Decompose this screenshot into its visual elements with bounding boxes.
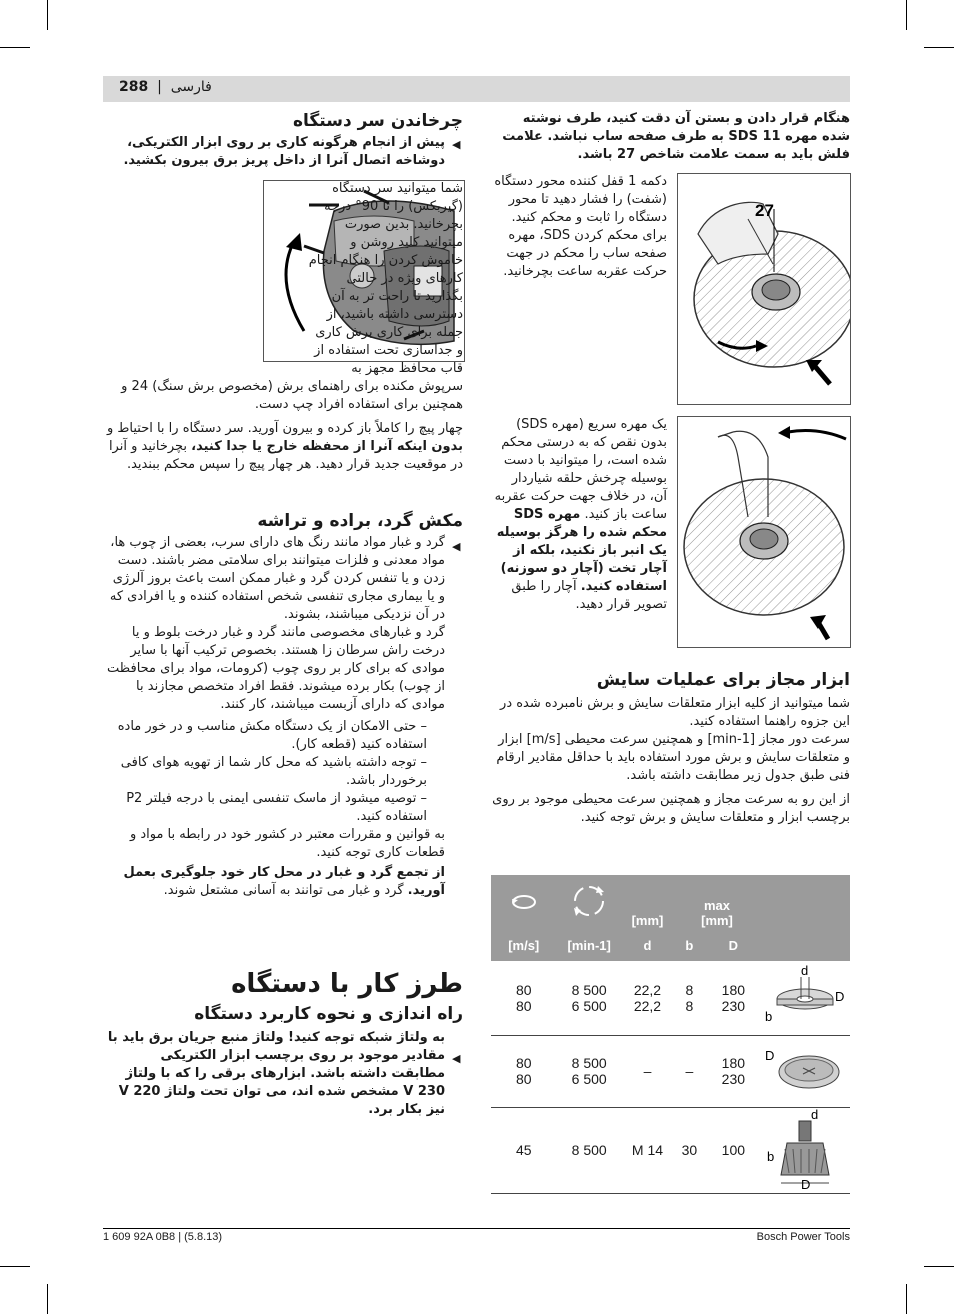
warning-bullet-icon: ◀ — [452, 1052, 461, 1065]
tools-section: ابزار مجاز برای عملیات سایش شما میتوانید از کلیه ابزار متعلقات سایش و برش نامبرده شده در این جزوه راهنما استفاده کنید. سرعت دور مجاز [min-1] و همچنین سرعت محیطی [m/s] ابزار و متعلقات سایش و برش مورد استفاده باید با حداقل مقادیر ارقام فنی طبق جدول زیر مطابقت داشته باشد. از این رو به سرعت مجاز و همچنین سرعت محیطی موجود بر روی برچسب ابزار و متعلقات سایش و برش توجه کنید. — [492, 670, 850, 825]
dash-item: – توجه داشته باشید که محل کار شما از تهویه هوای کافی برخوردار باشد. — [120, 755, 427, 788]
heading-operation: راه اندازی و نحوه کاربرد دستگاه — [194, 1004, 463, 1024]
cell-ms: 80 80 — [491, 961, 556, 1035]
page-number: 288 — [119, 79, 149, 95]
figure-27-label: 27 — [755, 201, 774, 220]
cell-ms: 80 80 — [491, 1035, 556, 1107]
rotation-icon-cell — [491, 875, 556, 929]
cell-diagram-disc — [761, 961, 850, 1035]
cell-diagram-brush — [761, 1107, 850, 1193]
col-blank — [761, 929, 850, 961]
crop-mark — [47, 0, 48, 30]
page-header — [103, 76, 850, 102]
header-language: فارسی — [170, 79, 212, 95]
crop-mark — [906, 1284, 907, 1314]
col-b: b — [673, 929, 706, 961]
rotate-para-2: چهار پیچ را کاملاً باز کرده و بیرون آورید. سر دستگاه را با احتیاط و بدون اینکه آنرا از محفظه خارج یا جدا کنید، بچرخانید و آنرا در موقعیت جدید قرار دهید. هر چهار پیچ را سپس محکم ببندید. — [106, 421, 463, 472]
cell-diagram-sanding — [761, 1035, 850, 1107]
figure-wrap-spacer — [103, 180, 308, 362]
col-ms: [m/s] — [491, 929, 556, 961]
dim-D: D — [801, 1176, 811, 1189]
cell-min: 8 500 6 500 — [556, 1035, 621, 1107]
warning-bullet-icon: ◀ — [452, 540, 461, 553]
grinder-nut-loosen-illustration — [678, 417, 850, 647]
table-row — [491, 1035, 850, 1107]
crop-mark — [924, 47, 954, 48]
cell-D: 180 230 — [706, 1035, 761, 1107]
work-section: طرز کار با دستگاه راه اندازی و نحوه کاربرد دستگاه به ولتاژ شبکه توجه کنید! ولتاژ منبع جریان برق باید با مقادیر موجود بر روی برچسب ابزار الکتریکی مطابقت داشته باشد. ابزارهای برقی را که با ولتاژ 230 V مشخص شده اند، می توان تحت ولتاژ 220 V نیز بکار برد. — [103, 975, 463, 1119]
cell-D: 100 — [706, 1107, 761, 1193]
dim-d: d — [811, 1108, 819, 1122]
grinding-disc-diagram — [765, 965, 845, 1027]
header-blank — [761, 875, 850, 929]
col-min: [min-1] — [556, 929, 621, 961]
figure-27 — [677, 173, 851, 405]
cell-d: – — [622, 1035, 673, 1107]
cell-min: 8 500 6 500 — [556, 961, 621, 1035]
rotation-speed-icon — [568, 880, 610, 922]
crop-mark — [0, 47, 30, 48]
dim-D: D — [765, 1047, 775, 1063]
cell-d: M 14 — [622, 1107, 673, 1193]
dust-section: مکش گرد، براده و تراشه گرد و غبار مواد مانند رنگ های دارای سرب، بعضی از چوب ها، مواد معدنی و فلزات میتوانند برای سلامتی مضر باشند. دست زدن و یا تنفس کردن گرد و غبار ممکن است باعث بروز آلرژی و یا بیماری مجاری تنفسی شخص استفاده کننده و یا افرادی که در آن نزدیکی میباشند، بشوند. گرد و غبارهای مخصوصی مانند گرد و غبار درخت بلوط و یا درخت راش سرطان زا هستند. بخصوص ترکیب آنها با سایر موادی که برای کار بر روی چوب (کرومات، مواد برای محافظت از چوب) بکار برده میشوند. فقط افراد متخصص مجازند با موادی که دارای آزبست میباشند، کار کنند. – حتی الامکان از یک دستگاه مکش مناسب و در خور ماده استفاده کنید (قطعه کار). – توجه داشته باشید که محل کار شما از تهویه هوای کافی برخوردار باشد. – توصیه میشود از ماسک تنفسی ایمنی با درجه فیلتر P2 استفاده کنید. به قوانین و مقررات معتبر در کشور خود در رابطه با مواد و قطعات کاری توجه کنید. از تجمع گرد و غبار در محل کار خود جلوگیری بعمل آورید. گرد و غبار می توانند به آسانی مشتعل شوند. — [103, 512, 463, 900]
dim-b: b — [767, 1148, 775, 1164]
table-row — [491, 1107, 850, 1193]
dim-b: b — [765, 1009, 773, 1025]
footer-rule — [103, 1228, 850, 1229]
heading-dust: مکش گرد، براده و تراشه — [257, 511, 463, 531]
crop-mark — [47, 1284, 48, 1314]
table-header-labels — [491, 929, 850, 961]
table-header-icons — [491, 875, 850, 929]
sanding-disc-diagram — [765, 1040, 845, 1100]
cell-min: 8 500 — [556, 1107, 621, 1193]
tools-heading: ابزار مجاز برای عملیات سایش — [596, 670, 850, 690]
peripheral-speed-icon — [509, 890, 539, 912]
para-nut-mount: هنگام قرار دادن و بستن آن دقت کنید، طرف نوشته شده مهره 11 SDS به طرف صفحه ساب نباشد. علامت فلش باید به سمت علامت شاخص 27 باشد. — [502, 111, 850, 162]
page-number-group — [119, 79, 212, 95]
footer-brand: Bosch Power Tools — [756, 1231, 850, 1243]
crop-mark — [906, 0, 907, 30]
crop-mark — [0, 1266, 30, 1267]
dash-item: – حتی الامکان از یک دستگاه مکش مناسب و در خور ماده استفاده کنید (قطعه کار). — [117, 719, 427, 752]
cell-d: 22,2 22,2 — [622, 961, 673, 1035]
heading-working: طرز کار با دستگاه — [231, 969, 463, 999]
header-mm: [mm] — [622, 875, 673, 929]
crop-mark — [924, 1266, 954, 1267]
table-row — [491, 961, 850, 1035]
cell-b: 30 — [673, 1107, 706, 1193]
figure-loosen-nut — [677, 416, 851, 648]
heading-rotate-head: چرخاندن سر دستگاه — [293, 111, 463, 131]
warning-bullet-icon: ◀ — [452, 138, 461, 151]
cell-b: – — [673, 1035, 706, 1107]
dim-d: d — [801, 965, 809, 979]
header-separator: | — [157, 79, 162, 95]
para-loosen-nut: یک مهره سریع (مهره SDS) بدون نقص که به درستی محکم شده است، را میتوانید با دست بوسیله چرخش حلقه شیاردار آن، در خلاف جهت حرکت عقربه ساعت باز کنید. مهره SDS محکم شده را هرگز بوسیله یک انبر باز نکنید، بلکه از آچار تخت (آچار دو سوزنه) استفاده کنید. آچار را طبق تصویر قرار دهید. — [494, 417, 667, 612]
grinder-nut-tighten-illustration — [678, 174, 850, 404]
dim-D: D — [835, 989, 845, 1005]
cell-D: 180 230 — [706, 961, 761, 1035]
rotate-para: شما میتوانید سر دستگاه (گیربکس) را تا 90° درجه بچرخانید. بدین صورت میتوانید کلید روشن و خاموش کردن را هنگام انجام کارهای ویژه در حالتی بگذارید تا راحت تر به آن دسترسی داشته باشید، از جمله برای کاری برش کاری و جداسازی تحت استفاده از قاب محافظ مجهز به سرپوش مکنده برای راهنمای برش (مخصوص برش سنگ) 24 و همچنین برای استفاده افراد چپ دست. — [103, 180, 463, 414]
col-D: D — [706, 929, 761, 961]
cell-ms: 45 — [491, 1107, 556, 1193]
cell-b: 8 8 — [673, 961, 706, 1035]
header-mm-max: [mm] — [701, 913, 733, 928]
col-d: d — [622, 929, 673, 961]
header-max: max — [703, 898, 731, 913]
rotate-section: چرخاندن سر دستگاه پیش از انجام هرگونه کاری بر روی ابزار الکتریکی، دوشاخه اتصال آنرا از داخل پریز برق بیرون بکشید. — [103, 112, 463, 170]
para-spindle-lock: دکمه 1 قفل کننده محور دستگاه (شفت) را فشار دهید تا محور دستگاه را ثابت و محکم کنید. برای محکم کردن SDS، مهره صفحه ساب را محکم در جهت حرکت عقربه ساعت بچرخانید. — [494, 174, 667, 279]
speed-icon-cell — [556, 875, 621, 929]
footer-doc-id: 1 609 92A 0B8 | (5.8.13) — [103, 1231, 223, 1243]
header-max-group — [673, 875, 761, 929]
cup-brush-diagram — [765, 1109, 845, 1189]
tools-table — [491, 875, 850, 1194]
dash-item: – توصیه میشود از ماسک تنفسی ایمنی با درجه فیلتر P2 استفاده کنید. — [126, 791, 427, 824]
